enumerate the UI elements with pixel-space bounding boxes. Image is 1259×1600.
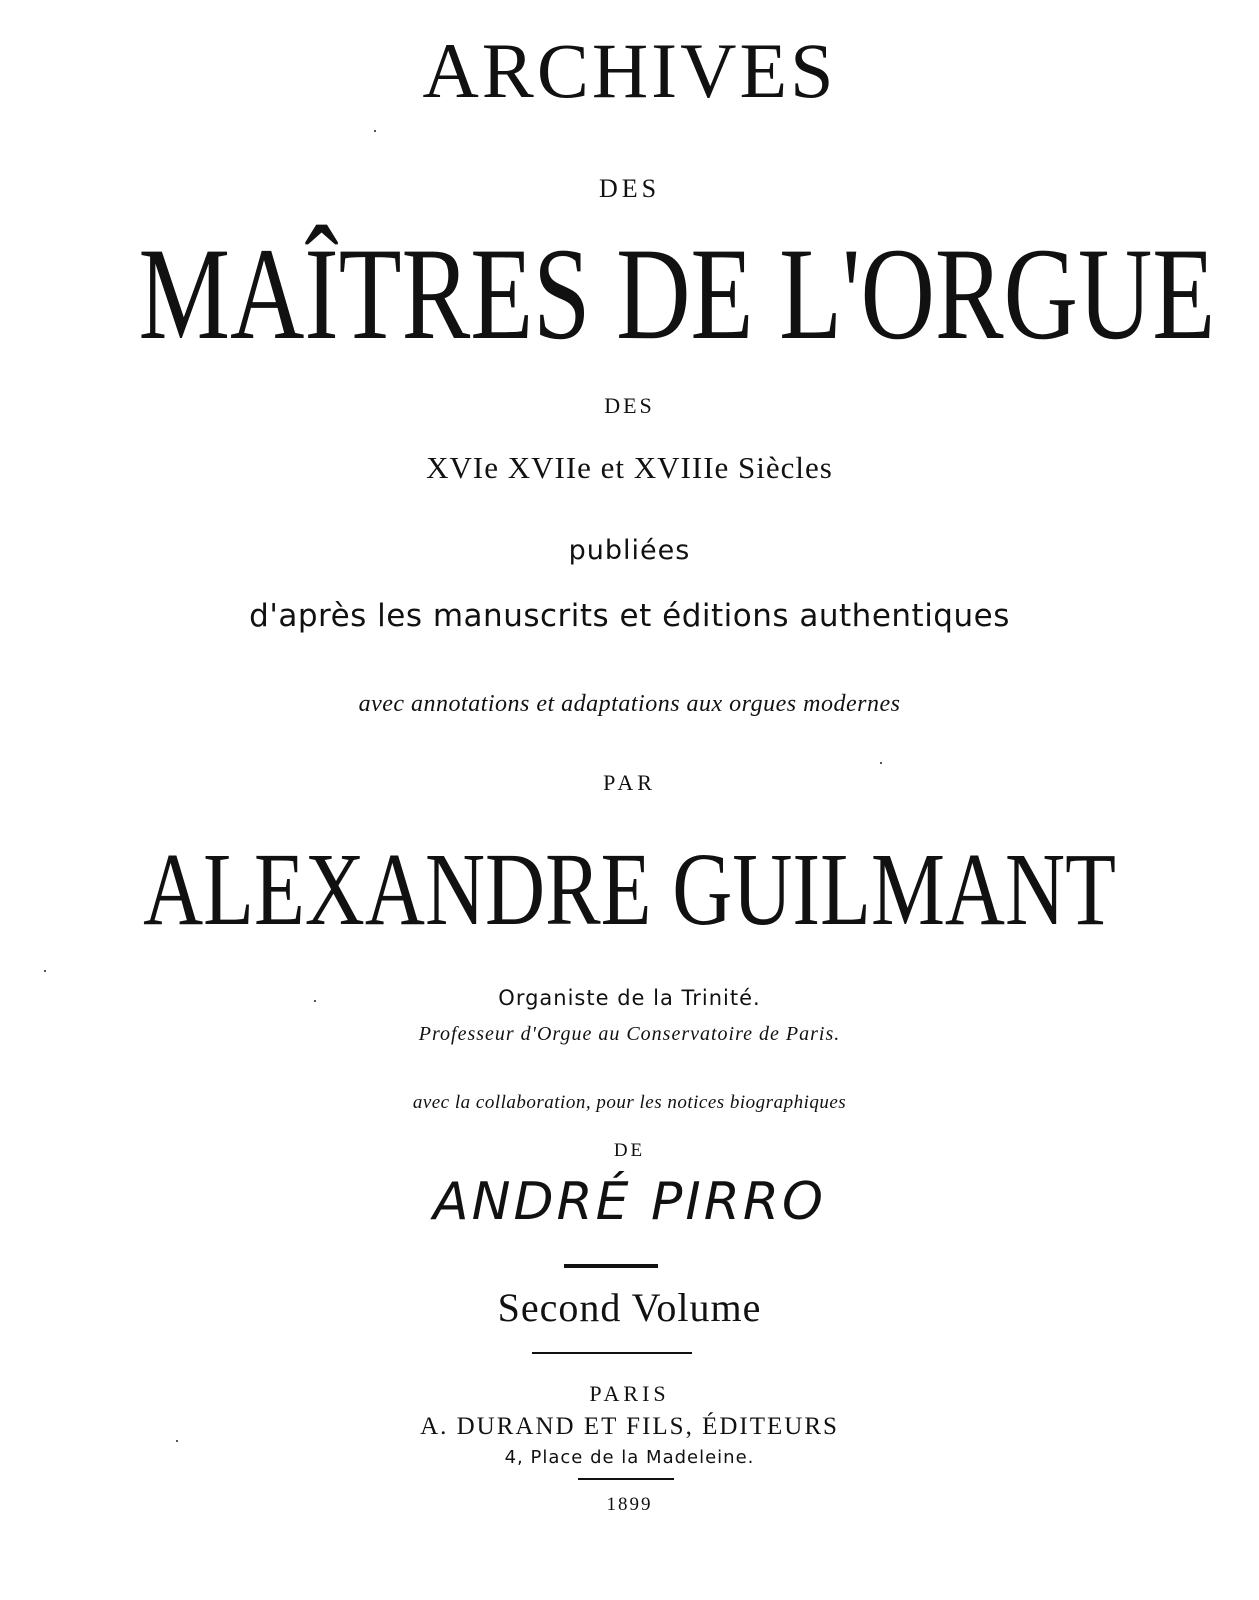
title-line-maitres: MAÎTRES DE L'ORGUE	[138, 220, 1216, 367]
publisher-name: A. DURAND ET FILS, ÉDITEURS	[420, 1413, 839, 1440]
publication-year: 1899	[606, 1494, 653, 1515]
author-role-organist: Organiste de la Trinité.	[498, 986, 761, 1010]
annotations-line: avec annotations et adaptations aux orgues modernes	[358, 691, 901, 717]
connector-des-1: DES	[598, 174, 661, 203]
sources-line: d'après les manuscrits et éditions authentiques	[249, 598, 1010, 634]
author-role-professor: Professeur d'Orgue au Conservatoire de Paris.	[418, 1023, 841, 1045]
centuries-line: XVIe XVIIe et XVIIIe Siècles	[426, 450, 833, 485]
scan-speck	[880, 762, 882, 764]
scan-speck	[44, 970, 46, 972]
connector-des-2: DES	[604, 393, 655, 418]
publisher-address: 4, Place de la Madeleine.	[504, 1447, 755, 1468]
author-name: ALEXANDRE GUILMANT	[143, 832, 1116, 947]
title-line-archives: ARCHIVES	[422, 27, 837, 114]
coauthor-name: ANDRÉ PIRRO	[433, 1172, 826, 1232]
connector-de: DE	[613, 1140, 646, 1161]
collaboration-line: avec la collaboration, pour les notices biographiques	[412, 1092, 847, 1113]
divider-rule-bottom	[578, 1478, 674, 1480]
scan-speck	[176, 1440, 178, 1442]
publisher-city: PARIS	[589, 1381, 670, 1406]
published-line: publiées	[568, 535, 691, 566]
volume-label: Second Volume	[497, 1285, 762, 1330]
divider-rule-top	[564, 1264, 658, 1268]
scan-speck	[374, 130, 376, 132]
by-line: PAR	[603, 770, 656, 795]
scan-speck	[314, 1000, 316, 1002]
divider-rule-middle	[532, 1352, 692, 1354]
